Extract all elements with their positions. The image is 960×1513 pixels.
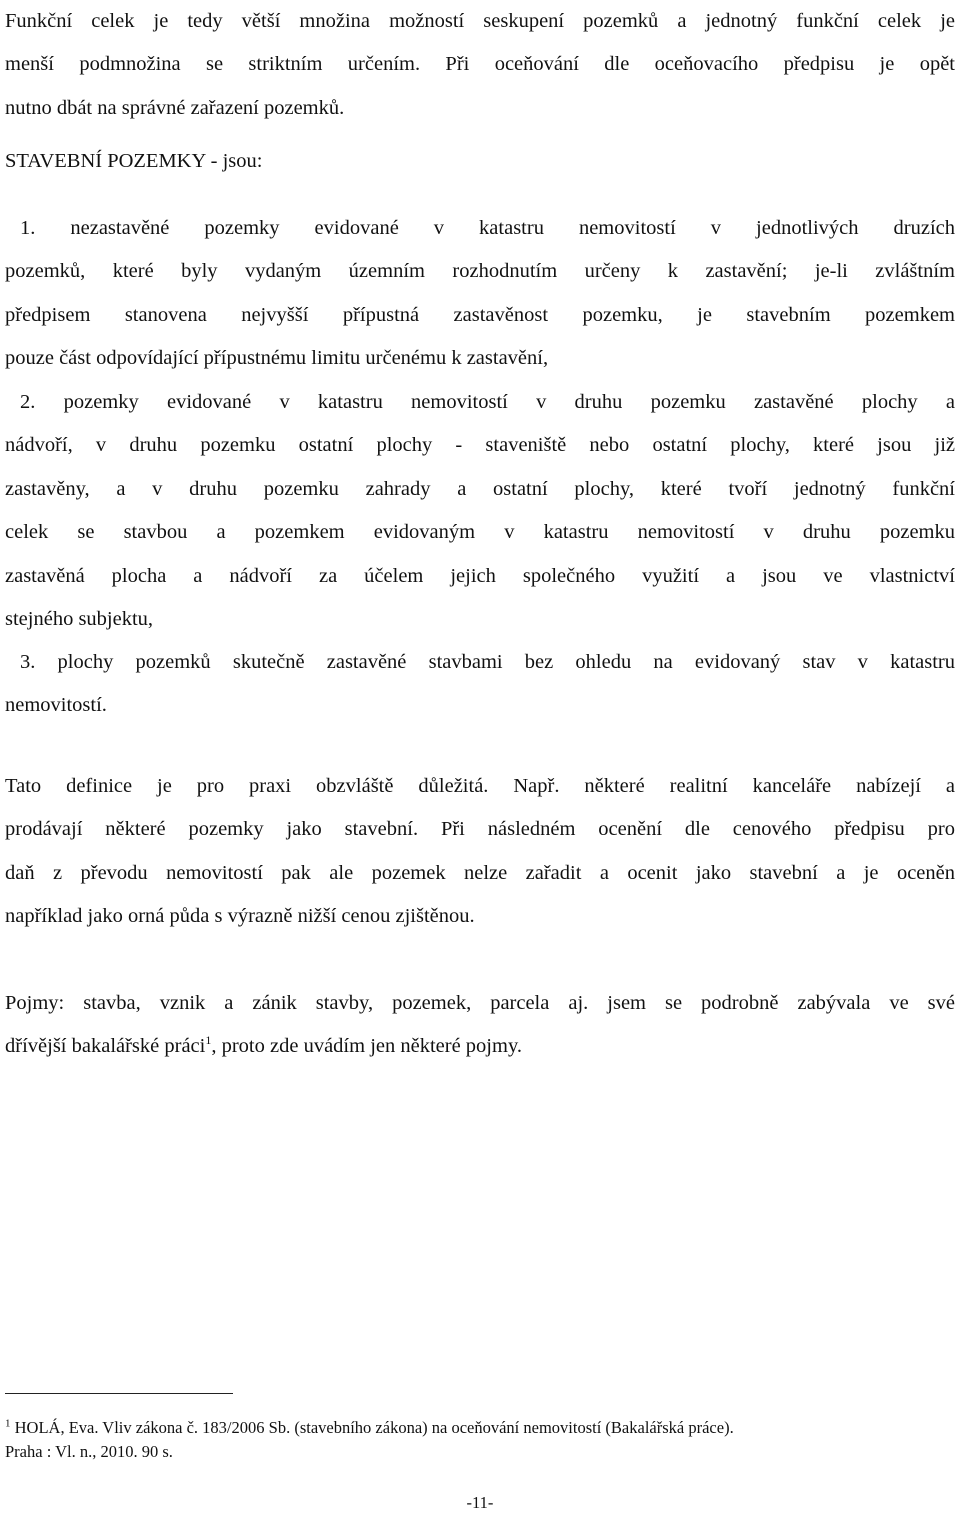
text-line: nemovitostí. [5,694,107,717]
text-line: daň z převodu nemovitostí pak ale pozemek nelze zařadit a ocenit jako stavební a je oceněn [5,861,955,884]
text-line: nádvoří, v druhu pozemku ostatní plochy - staveniště nebo ostatní plochy, které jsou již [5,434,955,457]
text-line: Pojmy: stavba, vznik a zánik stavby, pozemek, parcela aj. jsem se podrobně zabývala ve své [5,992,955,1014]
text-line: Tato definice je pro praxi obzvláště důležitá. Např. některé realitní kanceláře nabízejí a [5,775,955,797]
section-heading: STAVEBNÍ POZEMKY - jsou: [5,150,263,172]
paragraph-terms [5,982,955,1069]
text-line: celek se stavbou a pozemkem evidovaným v katastru nemovitostí v druhu pozemku [5,521,955,544]
text-line: stejného subjektu, [5,608,154,631]
text-line: pouze část odpovídající přípustnému limitu určenému k zastavění, [5,347,549,370]
page-number: -11- [466,1493,494,1512]
list-item-2 [5,381,955,641]
text-line: nutno dbát na správné zařazení pozemků. [5,96,345,119]
text-line: zastavěny, a v druhu pozemku zahrady a ostatní plochy, které tvoří jednotný funkční [5,477,955,500]
text-line: prodávají některé pozemky jako stavební. Při následném ocenění dle cenového předpisu pro [5,818,955,841]
text-line: Funkční celek je tedy větší množina možností seskupení pozemků a jednotný funkční celek je [5,10,955,32]
text-line: 2. pozemky evidované v katastru nemovitostí v druhu pozemku zastavěné plochy a [20,391,955,413]
text-line: například jako orná půda s výrazně nižší cenou zjištěnou. [5,905,475,928]
text-line: pozemků, které byly vydaným územním rozhodnutím určeny k zastavění; je-li zvláštním [5,260,955,283]
list-item-3 [5,641,955,728]
footnote-line [5,1416,955,1440]
footnote-mark: 1 [5,1417,11,1430]
footnote-line: Praha : Vl. n., 2010. 90 s. [5,1442,173,1461]
footnote-text: HOLÁ, Eva. Vliv zákona č. 183/2006 Sb. (stavebního zákona) na oceňování nemovitostí (Bakalářská práce). [10,1418,734,1437]
footnote [5,1416,955,1464]
text-fragment: dřívější bakalářské práci [5,1035,206,1058]
paragraph-intro [5,0,955,130]
text-line: zastavěná plocha a nádvoří za účelem jejich společného využití a jsou ve vlastnictví [5,564,955,587]
text-line: 1. nezastavěné pozemky evidované v katastru nemovitostí v jednotlivých druzích [20,217,955,239]
footnote-separator [5,1393,233,1394]
list-item-1 [5,207,955,381]
text-line: menší podmnožina se striktním určením. Při oceňování dle oceňovacího předpisu je opět [5,53,955,76]
text-line: předpisem stanovena nejvyšší přípustná zastavěnost pozemku, je stavebním pozemkem [5,303,955,326]
footnote-reference[interactable]: 1 [205,1033,212,1048]
paragraph-definition [5,765,955,939]
text-line [5,1025,955,1068]
text-line: 3. plochy pozemků skutečně zastavěné stavbami bez ohledu na evidovaný stav v katastru [20,651,955,673]
text-fragment: , proto zde uvádím jen některé pojmy. [211,1035,522,1058]
